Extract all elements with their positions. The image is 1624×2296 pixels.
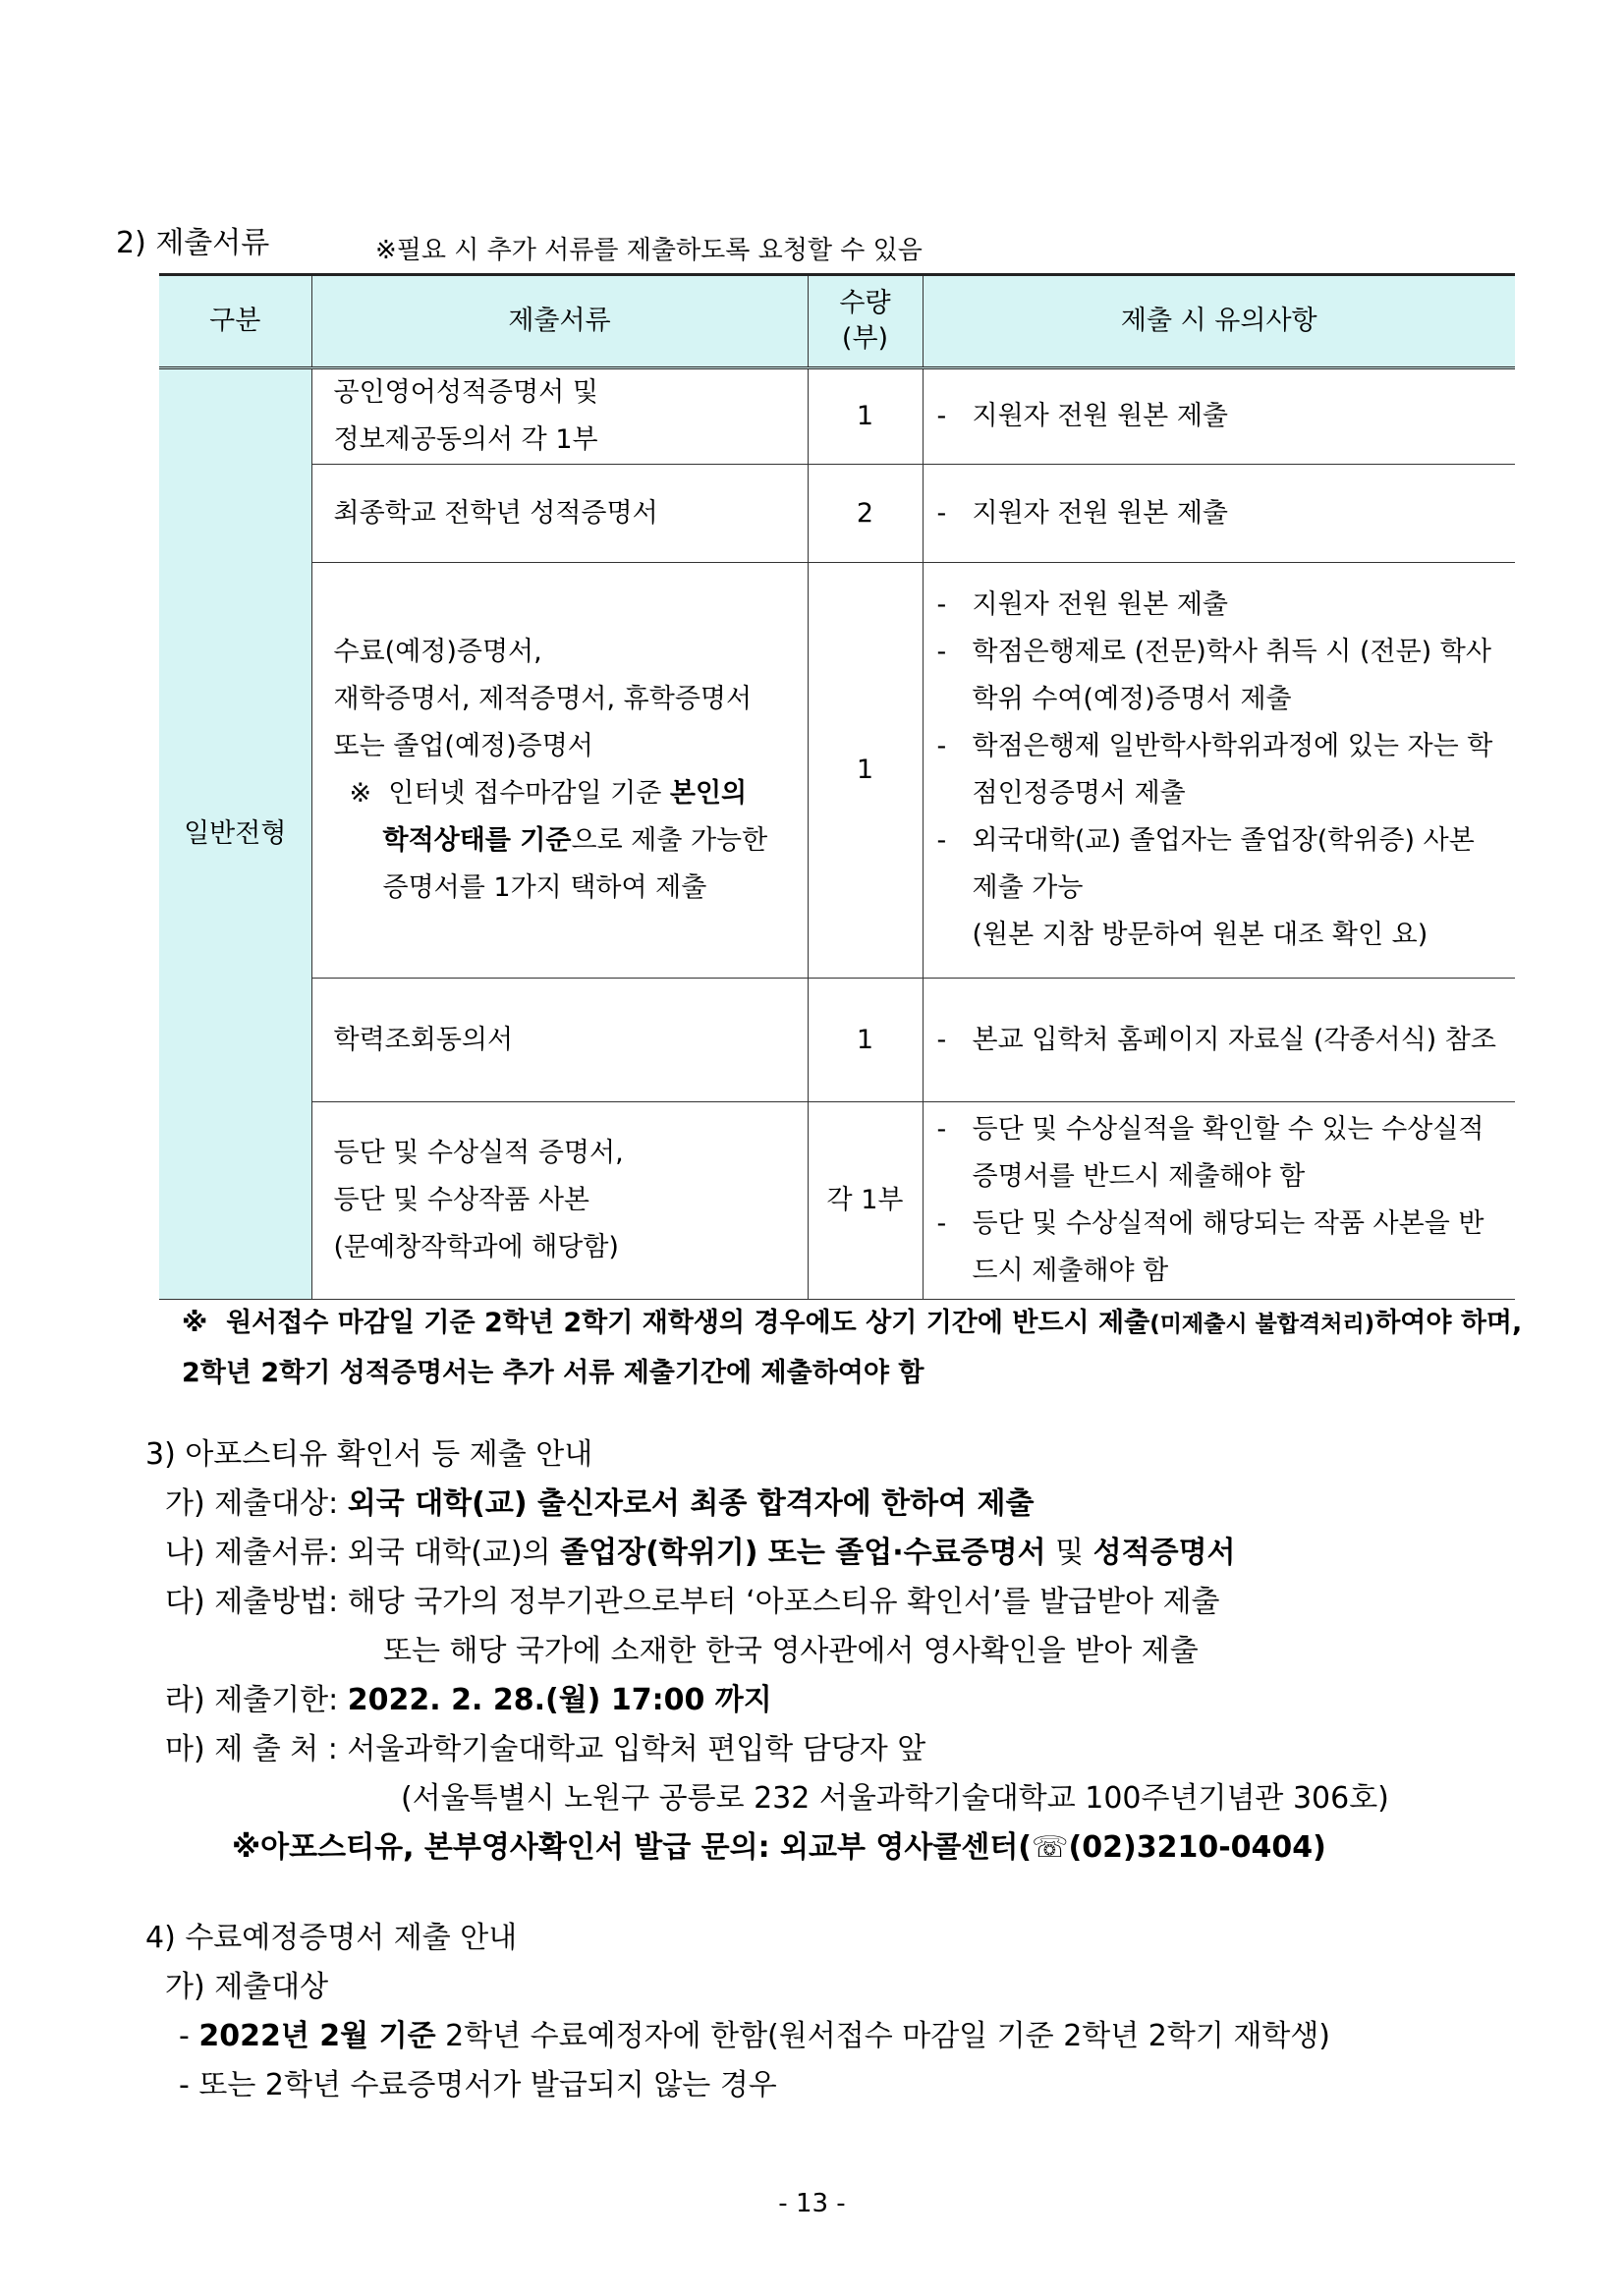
header-quantity-line2: (부): [841, 323, 889, 354]
dash: -: [936, 401, 947, 431]
section-3-title: 3) 아포스티유 확인서 등 제출 안내: [145, 1437, 593, 1472]
header-notes: 제출 시 유의사항: [923, 275, 1515, 368]
quantity-cell: 1: [808, 979, 923, 1102]
table-row: [159, 368, 1515, 465]
list-item: - 2022년 2월 기준 2학년 수료예정자에 한함(원서접수 마감일 기준 2학년 2학기 재학생): [179, 2019, 1330, 2053]
note-item: - 등단 및 수상실적에 해당되는 작품 사본을 반드시 제출해야 함: [937, 1201, 1508, 1295]
dash: -: [936, 825, 947, 856]
page-number: - 13 -: [778, 2189, 846, 2218]
dash: -: [936, 497, 947, 529]
notes-cell: [923, 368, 1515, 465]
dash: -: [936, 731, 947, 761]
quantity-cell: 2: [808, 465, 923, 563]
document-line: 공인영어성적증명서 및: [333, 377, 598, 408]
quantity-cell: 1: [808, 563, 923, 979]
document-line: 등단 및 수상실적 증명서,: [333, 1138, 624, 1168]
quantity-cell: 각 1부: [808, 1102, 923, 1300]
method-row-continued: 또는 해당 국가에 소재한 한국 영사관에서 영사확인을 받아 제출: [383, 1634, 1199, 1668]
warning-small: (미제출시 불합격처리): [1149, 1312, 1375, 1337]
list-item: - 또는 2학년 수료증명서가 발급되지 않는 경우: [179, 2068, 777, 2102]
category-cell: [159, 368, 311, 1300]
warning-part2: 하여야 하며, 2학년 2학기 성적증명서는 추가 서류 제출기간에 제출하여야 함: [182, 1308, 1523, 1388]
inquiry-note: ※아포스티유, 본부영사확인서 발급 문의: 외교부 영사콜센터(☏(02)3210-0404): [232, 1830, 1326, 1865]
document-line: 또는 졸업(예정)증명서: [333, 731, 593, 761]
section-2-note: ※필요 시 추가 서류를 제출하도록 요청할 수 있음: [375, 236, 923, 265]
table-row: [159, 1102, 1515, 1300]
note-item: - 지원자 전원 원본 제출: [937, 490, 1508, 537]
dash: -: [936, 1208, 947, 1239]
header-quantity: [808, 275, 923, 368]
document-line: 등단 및 수상작품 사본: [333, 1185, 589, 1215]
note-item: - 학점은행제로 (전문)학사 취득 시 (전문) 학사 학위 수여(예정)증명서 제출: [937, 629, 1508, 723]
note-tail: (원본 지참 방문하여 원본 대조 확인 요): [972, 920, 1428, 950]
section-4: [145, 1914, 1540, 2110]
document-line: (문예창작학과에 해당함): [333, 1232, 619, 1262]
category-label: 일반전형: [184, 818, 287, 849]
remark-line: 학적상태를 기준으로 제출 가능한: [382, 825, 768, 856]
document-line: 수료(예정)증명서,: [333, 637, 542, 667]
dash: -: [936, 1114, 947, 1145]
place-row: 마) 제 출 처 : 서울과학기술대학교 입학처 편입학 담당자 앞: [165, 1732, 926, 1766]
dash: -: [936, 589, 947, 620]
document-line: 학력조회동의서: [333, 1024, 514, 1055]
remark-line: 증명서를 1가지 택하여 제출: [382, 872, 707, 903]
document-cell: [311, 465, 808, 563]
section-3: [145, 1430, 1540, 1873]
table-header-row: [159, 275, 1515, 368]
notes-cell: [923, 563, 1515, 979]
warning-mark: ※: [182, 1308, 208, 1338]
note-item: - 외국대학(교) 졸업자는 졸업장(학위증) 사본 제출 가능: [937, 817, 1508, 912]
notes-cell: [923, 465, 1515, 563]
note-item: - 등단 및 수상실적을 확인할 수 있는 수상실적 증명서를 반드시 제출해야 함: [937, 1106, 1508, 1201]
submission-warning: [182, 1299, 1528, 1398]
table-row: [159, 563, 1515, 979]
dash: -: [936, 637, 947, 667]
document-cell: [311, 1102, 808, 1300]
note-item: - 지원자 전원 원본 제출: [937, 393, 1508, 440]
dash: -: [936, 1024, 947, 1055]
target-row: 가) 제출대상: 외국 대학(교) 출신자로서 최종 합격자에 한하여 제출: [165, 1486, 1035, 1521]
document-cell: [311, 368, 808, 465]
note-item: - 본교 입학처 홈페이지 자료실 (각종서식) 참조: [937, 1017, 1508, 1064]
docs-row: 나) 제출서류: 외국 대학(교)의 졸업장(학위기) 또는 졸업·수료증명서 및 성적증명서: [165, 1536, 1236, 1570]
document-cell: [311, 563, 808, 979]
table-row: [159, 465, 1515, 563]
notes-cell: [923, 1102, 1515, 1300]
document-cell: [311, 979, 808, 1102]
remark-line: ※ 인터넷 접수마감일 기준 본인의: [349, 778, 748, 809]
note-item: - 지원자 전원 원본 제출: [937, 582, 1508, 629]
quantity-cell: 1: [808, 368, 923, 465]
notes-cell: [923, 979, 1515, 1102]
place-address: (서울특별시 노원구 공릉로 232 서울과학기술대학교 100주년기념관 306호): [401, 1781, 1389, 1816]
note-item: - 학점은행제 일반학사학위과정에 있는 자는 학점인정증명서 제출: [937, 723, 1508, 817]
section-4-title: 4) 수료예정증명서 제출 안내: [145, 1921, 518, 1955]
section-4-target: 가) 제출대상: [165, 1970, 329, 2004]
table-row: [159, 979, 1515, 1102]
deadline-row: 라) 제출기한: 2022. 2. 28.(월) 17:00 까지: [165, 1683, 772, 1717]
method-row: 다) 제출방법: 해당 국가의 정부기관으로부터 ‘아포스티유 확인서’를 발급받아 제출: [165, 1585, 1220, 1619]
document-line: 재학증명서, 제적증명서, 휴학증명서: [333, 684, 753, 714]
document-line: 최종학교 전학년 성적증명서: [333, 497, 658, 529]
section-2-title: 2) 제출서류: [116, 226, 270, 260]
header-quantity-line1: 수량: [839, 288, 891, 318]
warning-part1: 원서접수 마감일 기준 2학년 2학기 재학생의 경우에도 상기 기간에 반드시 제출: [226, 1308, 1150, 1338]
documents-table: [159, 273, 1515, 1300]
header-documents: 제출서류: [311, 275, 808, 368]
header-category: 구분: [159, 275, 311, 368]
document-line: 정보제공동의서 각 1부: [333, 424, 598, 455]
